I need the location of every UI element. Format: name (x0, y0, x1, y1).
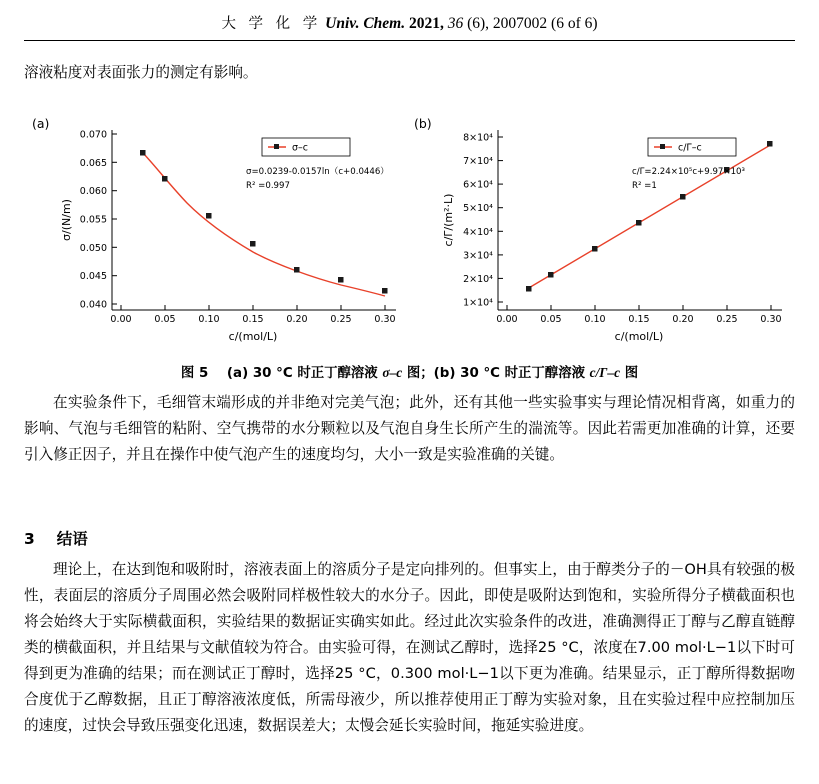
figure-panel-a (24, 108, 409, 348)
ytick-b-5: 6×10⁴ (463, 179, 493, 191)
xtick-a-3: 0.15 (242, 314, 264, 325)
running-head: 大 学 化 学 Univ. Chem. 2021, 36 (6), 2007002 (6 of 6) (221, 15, 598, 32)
figure-panel-b (410, 108, 795, 348)
paragraph-intro-text: 溶液粘度对表面张力的测定有影响。 (24, 64, 258, 81)
paragraph-experiment-conditions-text: 在实验条件下，毛细管末端形成的并非绝对完美气泡；此外，还有其他一些实验事实与理论情况相背离，如重力的影响、气泡与毛细管的粘附、空气携带的水分颗粒以及气泡自身生长所产生的湍流等。因此若需更加准确的计算，还要引入修正因子，并且在操作中使气泡产生的速度均匀，大小一致是实验准确的关键。 (24, 394, 795, 463)
xtick-a-4: 0.20 (286, 314, 308, 325)
xlabel-b: c/(mol/L) (614, 330, 664, 343)
ytick-b-6: 7×10⁴ (463, 156, 493, 168)
annotation-b-equation: c/Γ=2.24×10⁵c+9.97×10³ (632, 167, 745, 177)
figure-5 (24, 108, 795, 348)
page-range: (6 of 6) (551, 15, 598, 32)
paragraph-conclusion-text: 理论上，在达到饱和吸附时，溶液表面上的溶质分子是定向排列的。但事实上，由于醇类分子的－OH具有较强的极性，表面层的溶质分子周围必然会吸附同样极性较大的水分子。因此，即使是吸附达到饱和，实验所得分子横截面积也将会始终大于实际横截面积，实验结果的数据证实确实如此。经过此次实验条件的改进，准确测得正丁醇与乙醇直链醇类的横截面积，并且结果与文献值较为符合。由实验可得，在测试乙醇时，选择25 °C，浓度在7.00 mol·L−1以下时可得到更为准确的结果；而在测试正丁醇时，选择25 °C，0.300 mol·L−1以下更为准确。结果显示，正丁醇所得数据吻合度优于乙醇数据，且正丁醇溶液浓度低，所需母液少，所以推荐使用正丁醇为实验对象，且在实验过程中应控制加压的速度，过快会导致压强变化迅速，数据误差大；太慢会延长实验时间，拖延实验进度。 (24, 561, 795, 734)
paragraph-experiment-conditions (24, 390, 795, 468)
section-title: 结语 (56, 530, 88, 548)
ytick-a-2: 0.050 (79, 242, 107, 254)
figure-caption-a: (a) 30 °C 时正丁醇溶液 (226, 366, 383, 381)
xtick-b-2: 0.10 (584, 314, 606, 325)
chart-c-gamma-c (410, 108, 795, 348)
xtick-b-5: 0.25 (716, 314, 738, 325)
volume: 36 (447, 15, 464, 32)
section-heading-conclusion (24, 527, 88, 549)
xtick-a-0: 0.00 (110, 314, 132, 325)
annotation-a-equation: σ=0.0239-0.0157ln（c+0.0446） (246, 167, 389, 177)
xtick-a-6: 0.30 (374, 314, 396, 325)
chart-sigma-c (24, 108, 409, 348)
ytick-b-4: 5×10⁴ (463, 203, 493, 215)
ytick-a-5: 0.065 (79, 157, 107, 169)
ytick-b-3: 4×10⁴ (463, 226, 493, 238)
annotation-a-r2: R² =0.997 (246, 181, 290, 191)
ylabel-a: σ/(N/m) (60, 199, 73, 241)
xtick-b-6: 0.30 (760, 314, 782, 325)
paragraph-conclusion (24, 557, 795, 739)
figure-caption-prefix: 图 5 (180, 366, 209, 381)
figure-caption-suffix: 图 (620, 366, 639, 381)
figure-caption (24, 362, 795, 381)
legend-b (648, 138, 736, 156)
ylabel-b: c/Γ/(m²·L) (442, 193, 455, 247)
figure-caption-mid: 图；(b) 30 °C 时正丁醇溶液 (402, 366, 590, 381)
figure-caption-b-symbol: c/Γ–c (589, 365, 621, 380)
ytick-a-1: 0.045 (79, 271, 107, 283)
figure-caption-a-symbol: σ–c (382, 365, 403, 380)
legend-a (262, 138, 350, 156)
xtick-a-5: 0.25 (330, 314, 352, 325)
panel-b-label: (b) (414, 116, 432, 131)
panel-a-label: (a) (32, 116, 50, 131)
ytick-a-0: 0.040 (79, 299, 107, 311)
ytick-b-2: 3×10⁴ (463, 250, 493, 262)
legend-a-label: σ–c (292, 142, 308, 154)
ytick-b-7: 8×10⁴ (463, 132, 493, 144)
xtick-b-3: 0.15 (628, 314, 650, 325)
issue: (6) (467, 15, 486, 32)
xtick-b-0: 0.00 (496, 314, 518, 325)
ytick-a-4: 0.060 (79, 186, 107, 198)
xlabel-a: c/(mol/L) (228, 330, 278, 343)
annotation-b-r2: R² =1 (632, 181, 657, 191)
fit-line-b (527, 144, 772, 289)
journal-title-cn: 大 学 化 学 (221, 16, 322, 32)
ytick-b-1: 2×10⁴ (463, 273, 493, 285)
journal-title-en: Univ. Chem. (325, 15, 406, 32)
year: 2021 (408, 15, 440, 32)
ytick-a-6: 0.070 (79, 129, 107, 141)
xtick-a-2: 0.10 (198, 314, 220, 325)
paragraph-intro (24, 60, 795, 86)
header-divider (24, 40, 795, 41)
xtick-b-4: 0.20 (672, 314, 694, 325)
xtick-b-1: 0.05 (540, 314, 562, 325)
ytick-a-3: 0.055 (79, 214, 107, 226)
article-id: 2007002 (492, 15, 548, 32)
legend-b-label: c/Γ–c (678, 142, 702, 154)
xtick-a-1: 0.05 (154, 314, 176, 325)
ytick-b-0: 1×10⁴ (463, 297, 493, 309)
section-number: 3 (24, 530, 35, 548)
